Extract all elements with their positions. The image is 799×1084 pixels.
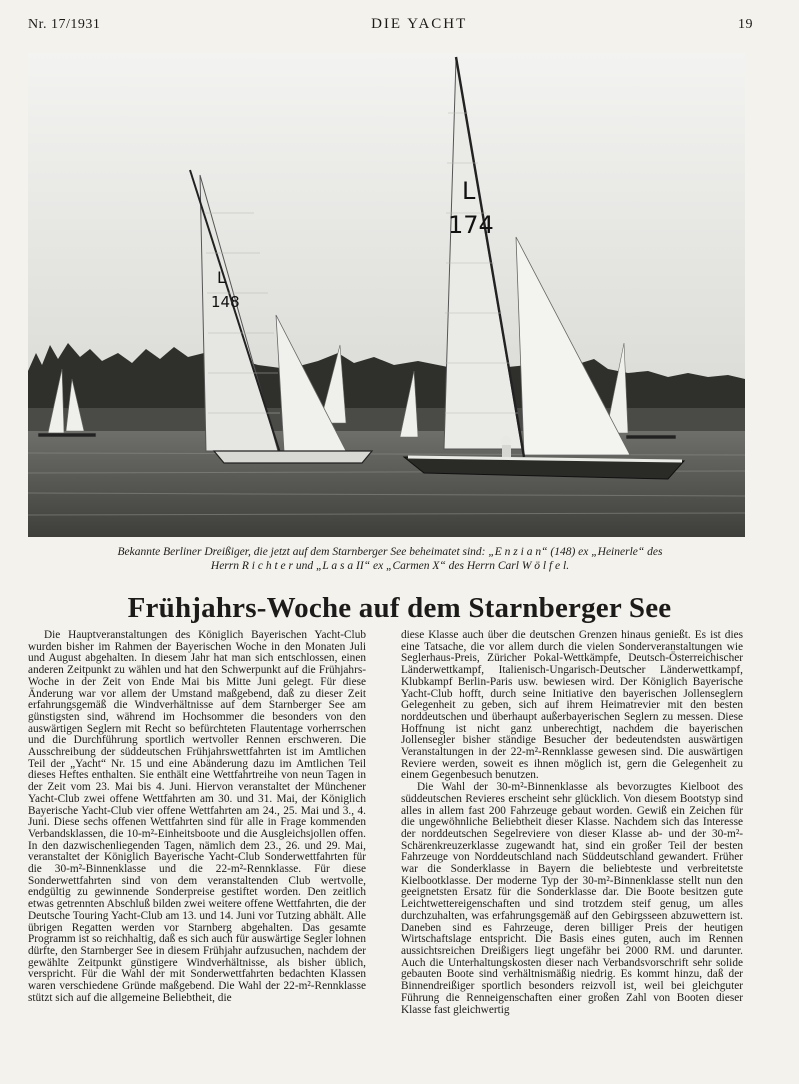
sail-number-174: 174 — [448, 211, 494, 239]
magazine-title: DIE YACHT — [371, 16, 468, 32]
regatta-photo — [28, 53, 745, 537]
article-paragraph: diese Klasse auch über die deutschen Grenzen hinaus genießt. Es ist dies eine Tatsache, die vor allem durch die vielen Sonderveranstaltungen wie Seglerhaus-Preis, Züricher Pokal-Wettkämpfe, Deutsch-Österreichischer Länderwettkampf, Italienisch-Ungarisch-Deutscher Länderwettkampf, Klubkampf Berlin-Paris usw. bewiesen wird. Der Königlich Bayerische Yacht-Club hofft, durch seine Initiative den bayerischen Jollenseglern Gelegenheit zu geben, sich auf ihrem Heimatrevier mit den besten norddeutschen und überhaupt außerbayerischen Seglern zu messen. Diese Hoffnung ist nicht ganz unberechtigt, nachdem die bayerischen Jollensegler bisher ständige Besucher der bedeutendsten auswärtigen Veranstaltungen in der 22-m²-Rennklasse gewesen sind. Die auswärtigen Reviere werden, soweit es ihnen möglich ist, gern die Gelegenheit zu einem Gegenbesuch benutzen. — [401, 629, 743, 782]
caption-line-1: Bekannte Berliner Dreißiger, die jetzt auf dem Starnberger See beheimatet sind: „E n z i a n“ (148) ex „Heinerle“ des — [117, 546, 663, 558]
article-column-left — [28, 630, 366, 1005]
article-paragraph: Die Wahl der 30-m²-Binnenklasse als bevorzugtes Kielboot des süddeutschen Revieres erscheint sehr glücklich. Von diesem Bootstyp sind alles in allem fast 200 Fahrzeuge gebaut worden. Gewiß ein Zeichen für die ungewöhnliche Beliebtheit dieser Klasse. Nachdem sich das Interesse der norddeutschen Segelreviere von dieser Klasse ab- und der 30-m²-Schärenkreuzerklasse zugewandt hat, sind ein großer Teil der besten Fahrzeuge von Norddeutschland nach Süddeutschland gewandert. Früher war die Sonderklasse in Bayern die beliebteste und verbreitetste Kielbootklasse. Der moderne Typ der 30-m²-Binnenklasse stellt nun den geeignetsten Ersatz für die Sonderklasse dar. Die Boote besitzen gute Leichtwettereigenschaften und sind trotzdem steif genug, um alles durchzuhalten, was erfahrungsgemäß auf den Gebirgsseen abzuwettern ist. Daneben sind es Fahrzeuge, deren billiger Preis der heutigen Wirtschaftslage entspricht. Die Basis eines guten, auch im Rennen aussichtsreichen Dreißigers liegt ungefähr bei 2000 RM. und darunter. Auch die Unterhaltungskosten dieser nach Verbandsvorschrift sehr solide gebauten Boote sind verhältnismäßig niedrig. Es kommt hinzu, daß der Binnendreißiger sportlich besonders reizvoll ist, weil bei gleichguter Führung die Renneigenschaften einer großen Zahl von Booten dieser Klasse fast gleichwertig — [401, 781, 743, 1016]
article-paragraph: Die Hauptveranstaltungen des Königlich Bayerischen Yacht-Club wurden bisher im Rahmen der Bayerischen Woche in den Monaten Juli und August abgehalten. In diesem Jahr hat man sich entschlossen, einen anderen Zeitpunkt zu wählen und hat den Schwerpunkt auf die Frühjahrs-Woche in der Zeit von Ende Mai bis Mitte Juni gelegt. Für diese Änderung war vor allem der Umstand maßgebend, daß zu dieser Zeit erfahrungsgemäß die Windverhältnisse auf dem Starnberger See am günstigsten sind, während im Hochsommer die besonders von den auswärtigen Seglern mit Recht so befürchteten Flautentage vorherrschen und die Durchführung sportlich wertvoller Rennen erschweren. Die Ausschreibung der süddeutschen Frühjahrswettfahrten ist im Amtlichen Teil der „Yacht“ Nr. 15 und eine Abänderung dazu im Amtlichen Teil dieses Heftes enthalten. Sie enthält eine Wettfahrtreihe von neun Tagen in der Zeit vom 23. Mai bis 4. Juni. Hiervon veranstaltet der Münchener Yacht-Club zwei offene Wettfahrten am 30. und 31. Mai, der Königlich Bayerische Yacht-Club vier offene Wettfahrten am 24., 25. Mai und 3., 4. Juni. Diese sechs offenen Wettfahrten sind für alle in Frage kommenden Verbandsklassen, die 10-m²-Einheitsboote und die Ausgleichsjollen offen. In den dazwischenliegenden Tagen, nämlich dem 23., 26. und 29. Mai, veranstaltet der Königlich Bayerische Yacht-Club Sonderwettfahrten für die 30-m²-Binnenklasse und die 22-m²-Rennklasse. Für diese Sonderwettfahrten sind von dem veranstaltenden Club wertvolle, endgültig zu gewinnende Sonderpreise gestiftet worden. Den zeitlich etwas getrennten Abschluß bilden zwei weitere offene Wettfahrten, die der Deutsche Touring Yacht-Club am 13. und 14. Juni vor Tutzing abhält. Alle übrigen Regatten werden vor Starnberg abgehalten. Das gesamte Programm ist so reichhaltig, daß es sich auch für auswärtige Segler lohnen dürfte, den Starnberger See in diesem Frühjahr aufzusuchen, nachdem der gewählte Zeitpunkt günstigere Windverhältnisse, als bisher üblich, verspricht. Für die Wahl der mit Sonderwettfahrten bedachten Klassen waren verschiedene Gründe maßgebend. Die Wahl der 22-m²-Rennklasse stützt sich auf die allgemeine Beliebtheit, die — [28, 629, 366, 1004]
article-column-right — [401, 630, 743, 1016]
article-title: Frühjahrs-Woche auf dem Starnberger See — [127, 592, 672, 624]
sail-letter-174: L — [462, 177, 476, 205]
page-header — [28, 16, 753, 38]
caption-line-2: Herrn R i c h t e r und „L a s a II“ ex „Carmen X“ des Herrn Carl W ö l f e l. — [210, 560, 570, 572]
photo-caption — [40, 545, 740, 573]
sail-letter-148: L — [217, 268, 226, 287]
sky — [28, 53, 745, 383]
issue-number: Nr. 17/1931 — [28, 17, 101, 32]
lake-water — [28, 431, 745, 537]
sail-number-148: 148 — [211, 293, 240, 311]
page-number: 19 — [737, 17, 753, 32]
